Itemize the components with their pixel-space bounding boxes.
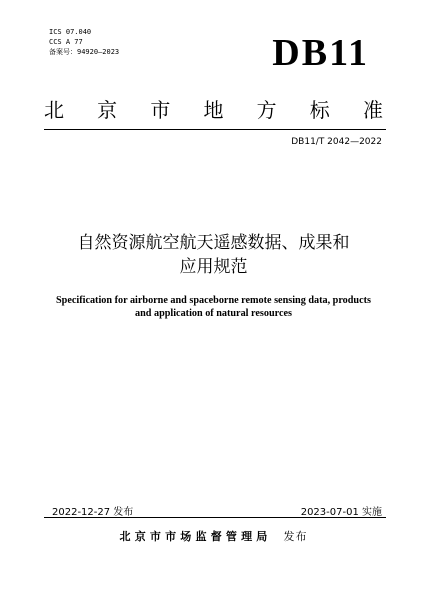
top-divider <box>44 129 386 130</box>
standard-type-char: 市 <box>150 98 171 122</box>
standard-type-char: 地 <box>203 98 224 122</box>
ccs-code: CCS A 77 <box>49 38 83 46</box>
issue-date: 2022-12-27 发布 <box>52 507 134 518</box>
standard-type-char: 北 <box>44 98 64 122</box>
implementation-date: 2023-07-01 实施 <box>300 507 382 518</box>
publisher-line <box>0 528 427 544</box>
classification-codes <box>49 27 119 57</box>
record-number: 备案号：94920—2023 <box>49 48 120 56</box>
standard-type-char: 标 <box>309 98 330 122</box>
publisher-org: 北京市市场监督管理局 <box>119 530 272 543</box>
db-logo: DB11 <box>272 32 369 74</box>
ics-code: ICS 07.040 <box>49 28 92 36</box>
standard-type-char: 准 <box>362 98 383 122</box>
standard-type-title <box>44 98 383 122</box>
chinese-title <box>0 231 427 279</box>
standard-type-char: 方 <box>256 98 277 122</box>
english-title <box>0 294 427 320</box>
publish-action: 发布 <box>283 530 308 543</box>
standard-number: DB11/T 2042—2022 <box>291 137 382 147</box>
english-title-line: Specification for airborne and spaceborne remote sensing data, products <box>56 295 371 306</box>
chinese-title-line: 应用规范 <box>179 257 248 277</box>
standard-type-char: 京 <box>97 98 118 122</box>
english-title-line: and application of natural resources <box>135 308 292 319</box>
chinese-title-line: 自然资源航空航天遥感数据、成果和 <box>77 233 350 253</box>
bottom-divider <box>44 517 386 518</box>
